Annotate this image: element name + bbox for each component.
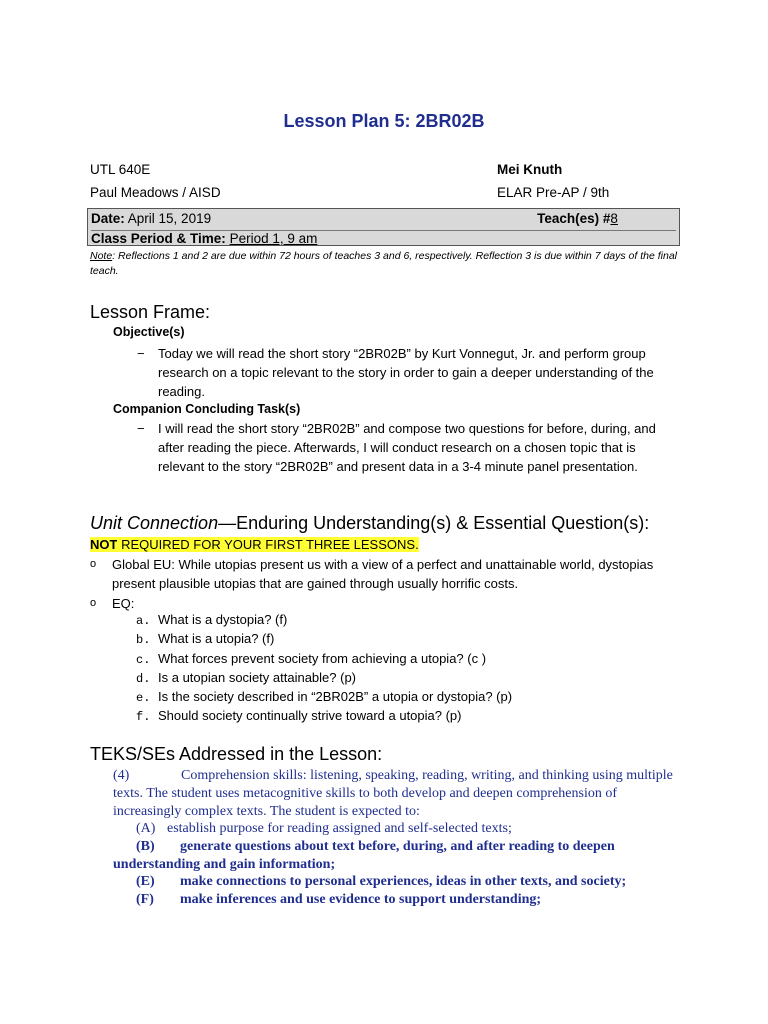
teks-item-label: (E) — [136, 874, 155, 889]
date-line — [91, 211, 676, 226]
unit-connection-heading — [90, 513, 649, 534]
period-value: Period 1, 9 am — [229, 231, 318, 246]
circle-bullet: o — [90, 558, 97, 570]
unit-connection-rest: —Enduring Understanding(s) & Essential Question(s): — [218, 513, 650, 533]
teks-heading: TEKS/SEs Addressed in the Lesson: — [90, 744, 383, 764]
question-letter: f. — [136, 710, 151, 724]
question-text: Should society continually strive toward a utopia? (p) — [158, 708, 462, 723]
global-eu-text: : While utopias present us with a view of a perfect and unattainable world, dystopias present plausible utopias that are gained through usually horrific costs. — [112, 557, 654, 591]
question-item — [136, 708, 462, 724]
teks-item-f — [136, 892, 696, 908]
course-code: UTL 640E — [90, 162, 151, 177]
eq-item — [90, 594, 680, 613]
teks-item-e — [136, 874, 696, 890]
objective-text: Today we will read the short story “2BR02B” by Kurt Vonnegut, Jr. and perform group research on a topic relevant to the story in order to gain a deeper understanding of the reading. — [158, 346, 654, 399]
objective-heading: Objective(s) — [113, 325, 185, 339]
question-item — [136, 670, 356, 686]
question-letter: d. — [136, 672, 151, 686]
circle-bullet: o — [90, 597, 97, 609]
date-info-box — [87, 208, 680, 246]
eq-label: EQ: — [112, 596, 135, 611]
task-item — [137, 419, 677, 476]
dash-bullet: − — [137, 346, 145, 361]
question-text: Is the society described in “2BR02B” a utopia or dystopia? (p) — [158, 689, 513, 704]
unit-connection-italic: Unit Connection — [90, 513, 219, 533]
class-level: ELAR Pre-AP / 9th — [497, 185, 610, 200]
teks-intro-num: (4) — [113, 768, 130, 783]
note-body: : Reflections 1 and 2 are due within 72 hours of teaches 3 and 6, respectively. Reflection 3 is due within 7 days of the final teach. — [90, 250, 677, 277]
dash-bullet: − — [137, 421, 145, 436]
question-item — [136, 612, 287, 628]
page-title: Lesson Plan 5: 2BR02B — [283, 111, 485, 131]
objective-item — [137, 344, 677, 401]
question-item — [136, 651, 486, 667]
date-value: April 15, 2019 — [127, 211, 212, 226]
teks-item-text: make connections to personal experiences, ideas in other texts, and society; — [180, 874, 627, 889]
question-letter: b. — [136, 633, 151, 647]
not-required-notice — [90, 537, 419, 552]
teks-item-a — [136, 821, 676, 837]
question-text: What forces prevent society from achieving a utopia? (c ) — [158, 651, 487, 666]
question-letter: a. — [136, 614, 151, 628]
question-item — [136, 689, 512, 705]
period-label: Class Period & Time: — [91, 231, 226, 246]
teks-item-text: establish purpose for reading assigned and self-selected texts; — [167, 821, 512, 836]
task-text: I will read the short story “2BR02B” and compose two questions for before, during, and after reading the piece. Afterwards, I will conduct research on a chosen topic that is relevant to the story “2BR02B” and present data in a 3-4 minute panel presentation. — [158, 421, 656, 474]
period-line — [91, 230, 676, 246]
lesson-frame-heading: Lesson Frame: — [90, 302, 211, 322]
teks-item-text: generate questions about text before, during, and after reading to deepen understanding and gain information; — [113, 839, 615, 872]
teks-item-label: (B) — [136, 839, 155, 854]
question-text: Is a utopian society attainable? (p) — [158, 670, 357, 685]
teks-item-b — [113, 838, 673, 874]
not-required-bold: NOT — [90, 537, 118, 552]
question-text: What is a utopia? (f) — [158, 631, 275, 646]
date-label: Date: — [91, 211, 125, 226]
teks-intro — [113, 767, 673, 821]
teach-label: Teach(es) # — [537, 211, 611, 226]
question-text: What is a dystopia? (f) — [158, 612, 288, 627]
teks-intro-text: Comprehension skills: listening, speaking, reading, writing, and thinking using multiple texts. The student uses metacognitive skills to both develop and deepen comprehension of increasingly complex texts. The student is expected to: — [113, 768, 673, 819]
teks-item-label: (A) — [136, 821, 156, 836]
not-required-rest: REQUIRED FOR YOUR FIRST THREE LESSONS. — [117, 537, 419, 552]
mentor-name: Paul Meadows / AISD — [90, 185, 221, 200]
task-heading: Companion Concluding Task(s) — [113, 402, 301, 416]
note-text — [90, 249, 680, 279]
question-letter: c. — [136, 653, 151, 667]
question-letter: e. — [136, 691, 151, 705]
question-item — [136, 631, 274, 647]
teks-item-label: (F) — [136, 892, 154, 907]
note-label: Note — [90, 250, 113, 262]
global-eu-item — [90, 555, 680, 593]
author-name: Mei Knuth — [497, 162, 563, 177]
teks-item-text: make inferences and use evidence to support understanding; — [180, 892, 542, 907]
teach-value: 8 — [610, 211, 618, 226]
global-eu-label: Global EU — [112, 557, 172, 572]
